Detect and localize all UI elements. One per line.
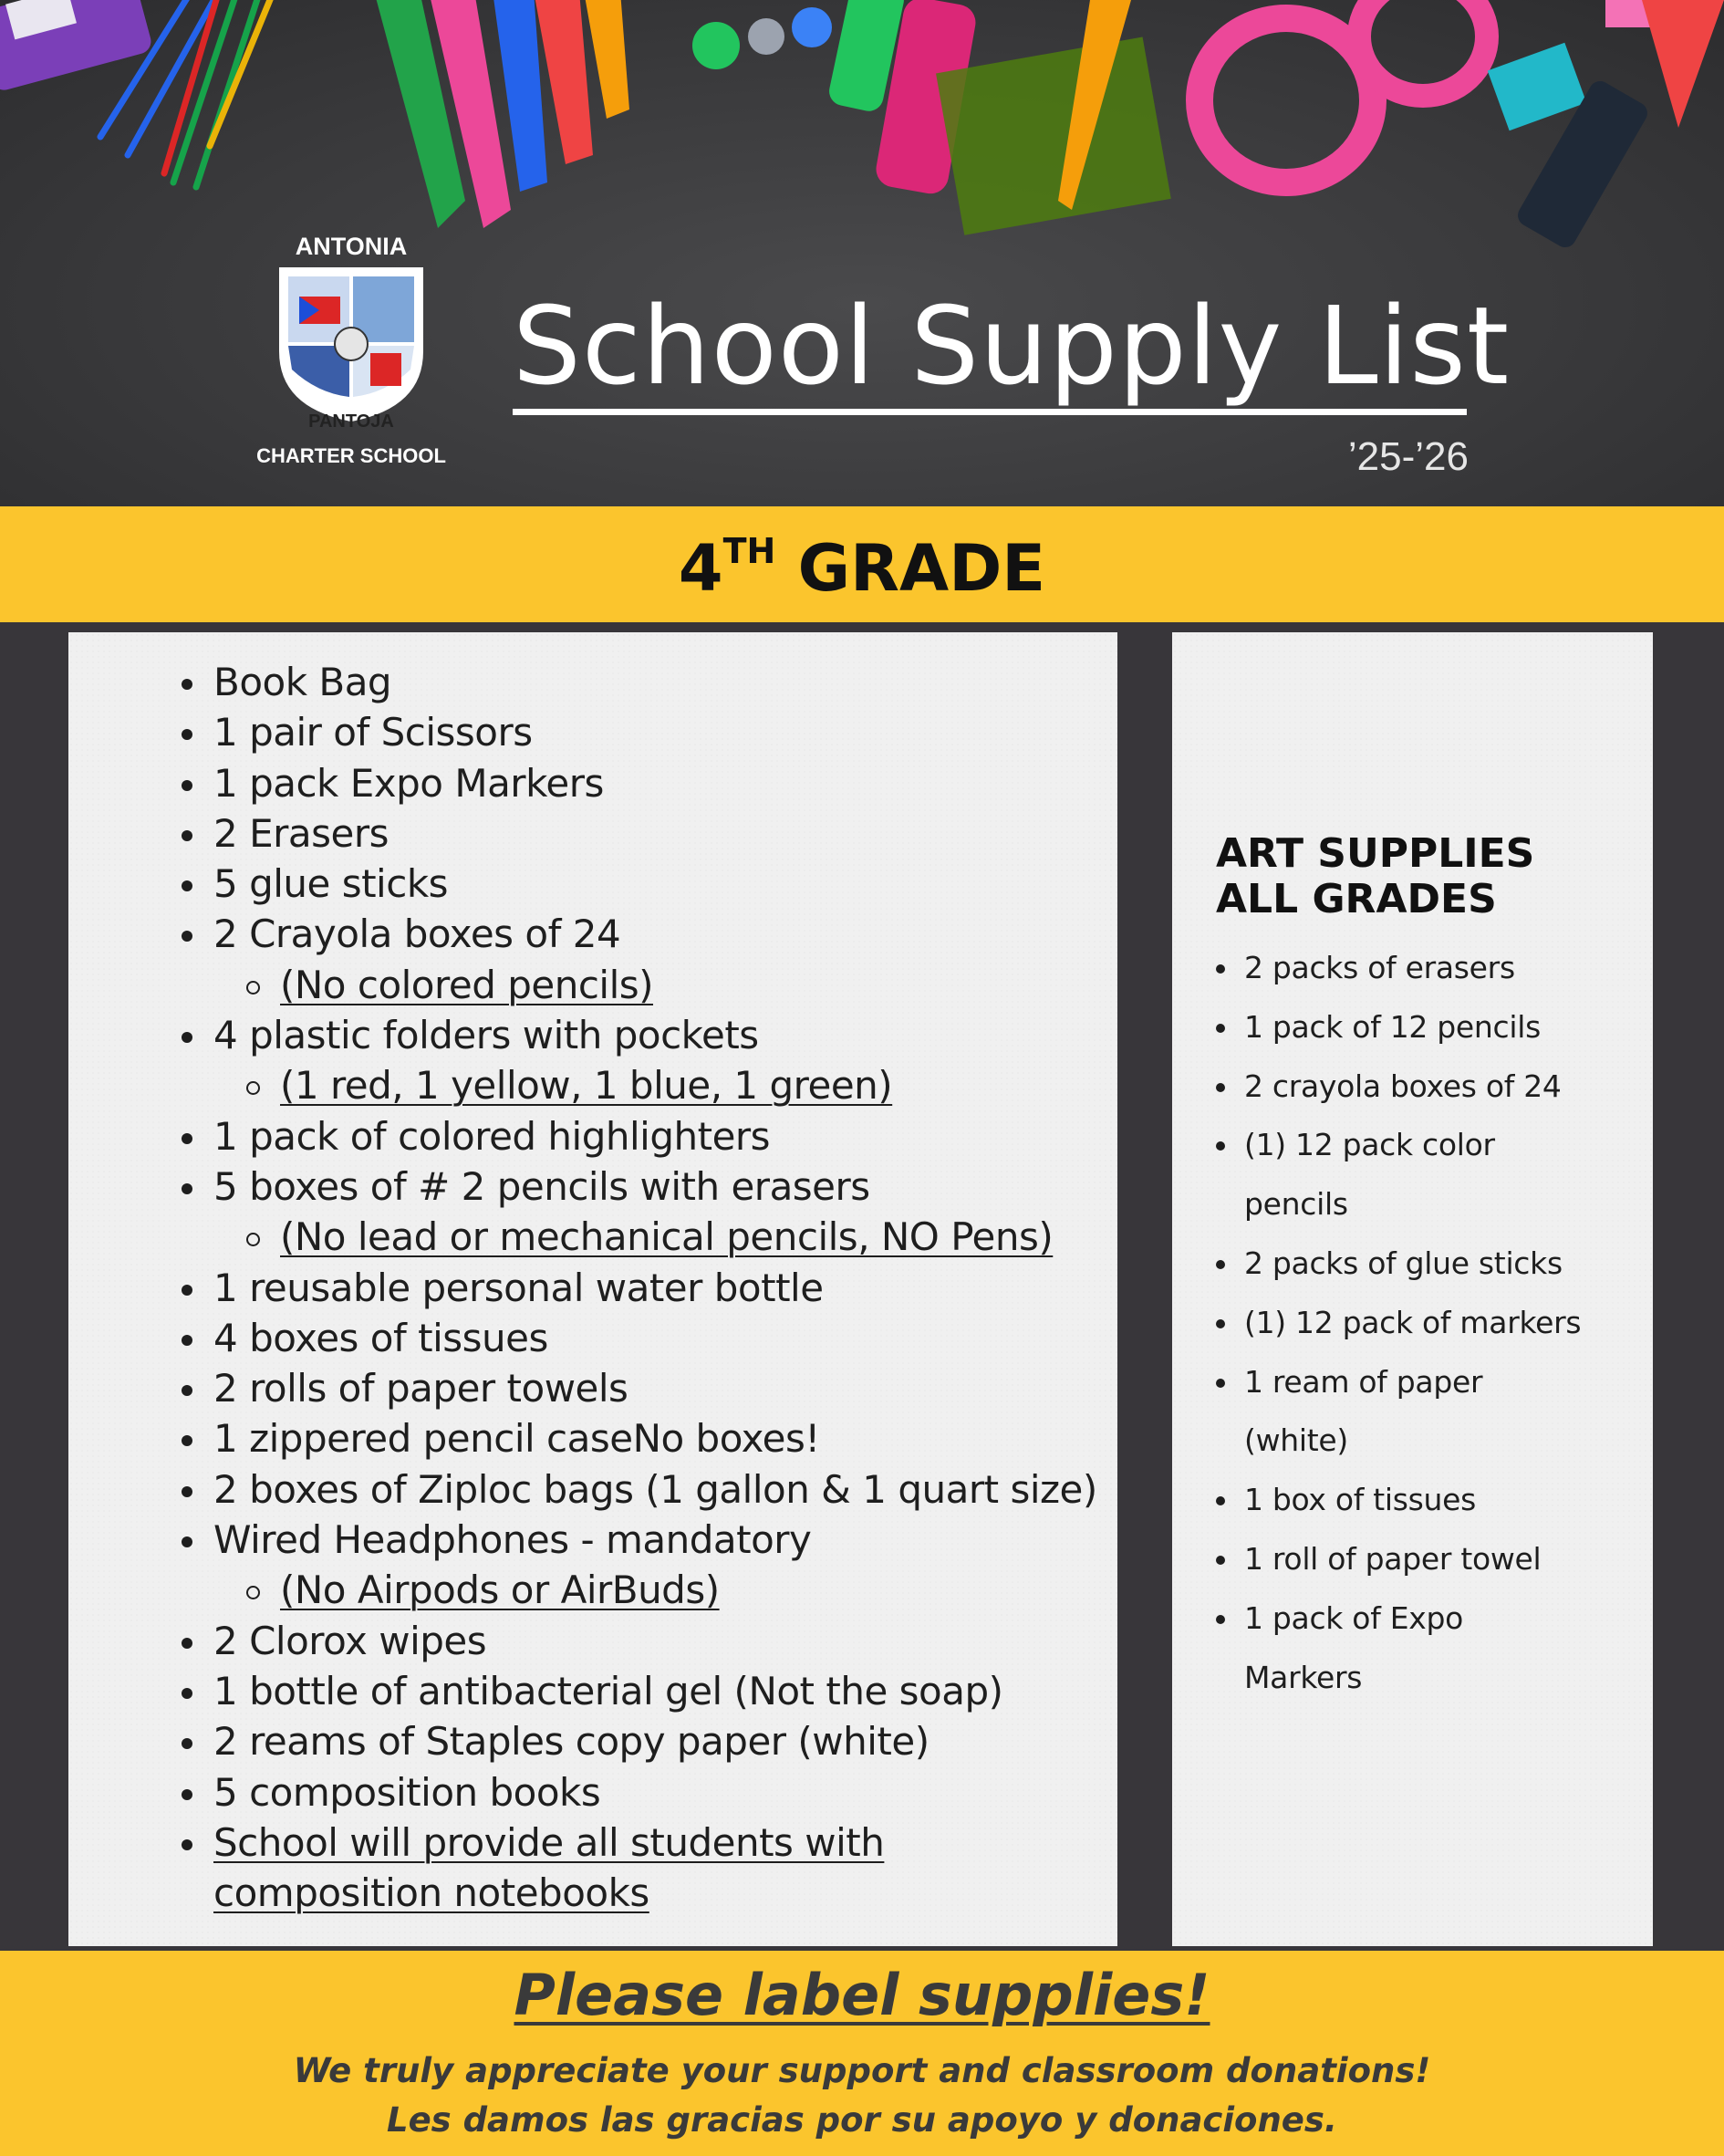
supply-item xyxy=(68,1010,1117,1060)
supply-item-text: 2 Crayola boxes of 24 xyxy=(213,911,621,957)
supply-item-text: 1 reusable personal water bottle xyxy=(213,1265,824,1310)
supply-item-text: 5 composition books xyxy=(213,1769,601,1815)
art-supply-item xyxy=(1172,998,1653,1057)
title-underline xyxy=(513,409,1467,415)
art-supply-item xyxy=(1172,1116,1653,1175)
art-supply-item-text: 2 crayola boxes of 24 xyxy=(1244,1068,1562,1104)
art-supply-item-text: 1 pack of Expo xyxy=(1244,1599,1464,1636)
art-supply-item xyxy=(1172,1353,1653,1412)
supply-item xyxy=(68,1767,1117,1817)
art-supply-item xyxy=(1172,1530,1653,1589)
supply-item xyxy=(68,657,1117,707)
supply-item xyxy=(68,808,1117,859)
supply-sub-item xyxy=(68,1212,1117,1262)
art-supply-item xyxy=(1172,1589,1653,1649)
art-supply-item xyxy=(1172,1649,1653,1708)
supply-item-text: 2 rolls of paper towels xyxy=(213,1366,628,1411)
art-supply-item xyxy=(1172,1234,1653,1294)
art-supply-item-text: 1 box of tissues xyxy=(1244,1482,1477,1518)
supply-item xyxy=(68,707,1117,757)
school-year: ’25-’26 xyxy=(1347,434,1469,479)
art-supplies-panel xyxy=(1172,632,1653,1946)
art-supply-item xyxy=(1172,1294,1653,1353)
supply-item xyxy=(68,1111,1117,1161)
art-supply-item-text: (1) 12 pack color xyxy=(1244,1127,1495,1163)
supply-sub-item xyxy=(68,960,1117,1010)
art-supply-item-text: (1) 12 pack of markers xyxy=(1244,1304,1582,1340)
school-crest-icon xyxy=(254,260,449,424)
supply-item-text: 2 reams of Staples copy paper (white) xyxy=(213,1719,930,1765)
art-heading-line2: ALL GRADES xyxy=(1216,876,1497,922)
supply-item-text: School will provide all students with xyxy=(213,1819,885,1865)
supply-sub-item xyxy=(68,1060,1117,1110)
supply-item-text: 1 bottle of antibacterial gel (Not the soap) xyxy=(213,1668,1003,1713)
supply-item xyxy=(68,1666,1117,1716)
footer-thanks-english: We truly appreciate your support and classroom donations! xyxy=(293,2051,1431,2090)
grade-word: GRADE xyxy=(797,531,1046,606)
logo-top-text: ANTONIA xyxy=(295,233,408,260)
art-supply-item-text: 1 pack of 12 pencils xyxy=(1244,1008,1542,1045)
logo-bottom-text: CHARTER SCHOOL xyxy=(256,444,446,467)
art-supply-item-text: 2 packs of glue sticks xyxy=(1244,1245,1563,1281)
supply-item-text: 2 Clorox wipes xyxy=(213,1618,487,1663)
supply-item-text: 2 boxes of Ziploc bags (1 gallon & 1 quart size) xyxy=(213,1466,1097,1512)
supply-item-text: (No lead or mechanical pencils, NO Pens) xyxy=(280,1214,1054,1260)
school-logo xyxy=(246,233,456,479)
supply-item xyxy=(68,1313,1117,1363)
footer-thanks-spanish: Les damos las gracias por su apoyo y donaciones. xyxy=(387,2100,1337,2140)
art-supply-item-text: 2 packs of erasers xyxy=(1244,950,1515,985)
supply-item xyxy=(68,1363,1117,1413)
footer-banner xyxy=(0,1951,1724,2156)
supply-item xyxy=(68,1716,1117,1766)
art-supply-item xyxy=(1172,1057,1653,1117)
supply-item-text: 1 zippered pencil caseNo boxes! xyxy=(213,1416,820,1462)
supply-item xyxy=(68,1263,1117,1313)
supply-item-text: 4 boxes of tissues xyxy=(213,1315,548,1360)
art-supply-item xyxy=(1172,1175,1653,1234)
page-title: School Supply List xyxy=(513,283,1511,409)
art-supplies-heading xyxy=(1216,831,1636,922)
supply-item-text: 1 pack of colored highlighters xyxy=(213,1113,771,1159)
supply-sub-item xyxy=(68,1565,1117,1615)
supply-item-text: Wired Headphones - mandatory xyxy=(213,1517,812,1563)
supply-item xyxy=(68,1413,1117,1463)
supply-item-text: (No colored pencils) xyxy=(280,962,654,1007)
art-supplies-list xyxy=(1172,939,1653,1707)
supply-item-text: 5 glue sticks xyxy=(213,861,449,907)
supply-item xyxy=(68,1817,1117,1868)
art-supply-item-text: (white) xyxy=(1244,1422,1348,1459)
supply-item xyxy=(68,1616,1117,1666)
supply-item xyxy=(68,758,1117,808)
header-banner xyxy=(0,0,1724,506)
supply-item-text: (1 red, 1 yellow, 1 blue, 1 green) xyxy=(280,1063,893,1109)
logo-ribbon-text: PANTOJA xyxy=(308,411,394,432)
supply-item xyxy=(68,1515,1117,1565)
supply-item-text: composition notebooks xyxy=(213,1870,649,1916)
supply-item-text: (No Airpods or AirBuds) xyxy=(280,1568,720,1613)
art-supply-item-text: 1 roll of paper towel xyxy=(1244,1540,1542,1577)
art-supply-item-text: Markers xyxy=(1244,1659,1363,1695)
grade-suffix: TH xyxy=(722,531,776,571)
supply-item-text: 4 plastic folders with pockets xyxy=(213,1013,759,1058)
supply-item-text: 5 boxes of # 2 pencils with erasers xyxy=(213,1163,870,1209)
supply-list xyxy=(68,657,1117,1918)
supply-item xyxy=(68,1161,1117,1212)
supply-item-text: 1 pair of Scissors xyxy=(213,710,533,755)
art-supply-item-text: 1 ream of paper xyxy=(1244,1363,1483,1400)
supply-list-panel xyxy=(68,632,1117,1946)
supply-item xyxy=(68,1868,1117,1918)
footer-title: Please label supplies! xyxy=(514,1962,1210,2028)
grade-number: 4 xyxy=(678,531,723,606)
grade-heading xyxy=(0,531,1724,606)
supply-item xyxy=(68,859,1117,909)
grade-banner xyxy=(0,506,1724,622)
supply-item xyxy=(68,1464,1117,1515)
supply-item-text: Book Bag xyxy=(213,660,392,704)
art-supply-item-text: pencils xyxy=(1244,1186,1348,1223)
art-supply-item xyxy=(1172,1471,1653,1530)
art-supply-item xyxy=(1172,1411,1653,1471)
supply-item xyxy=(68,909,1117,959)
art-heading-line1: ART SUPPLIES xyxy=(1216,830,1535,877)
supply-item-text: 2 Erasers xyxy=(213,810,389,856)
supply-item-text: 1 pack Expo Markers xyxy=(213,760,604,806)
art-supply-item xyxy=(1172,939,1653,998)
